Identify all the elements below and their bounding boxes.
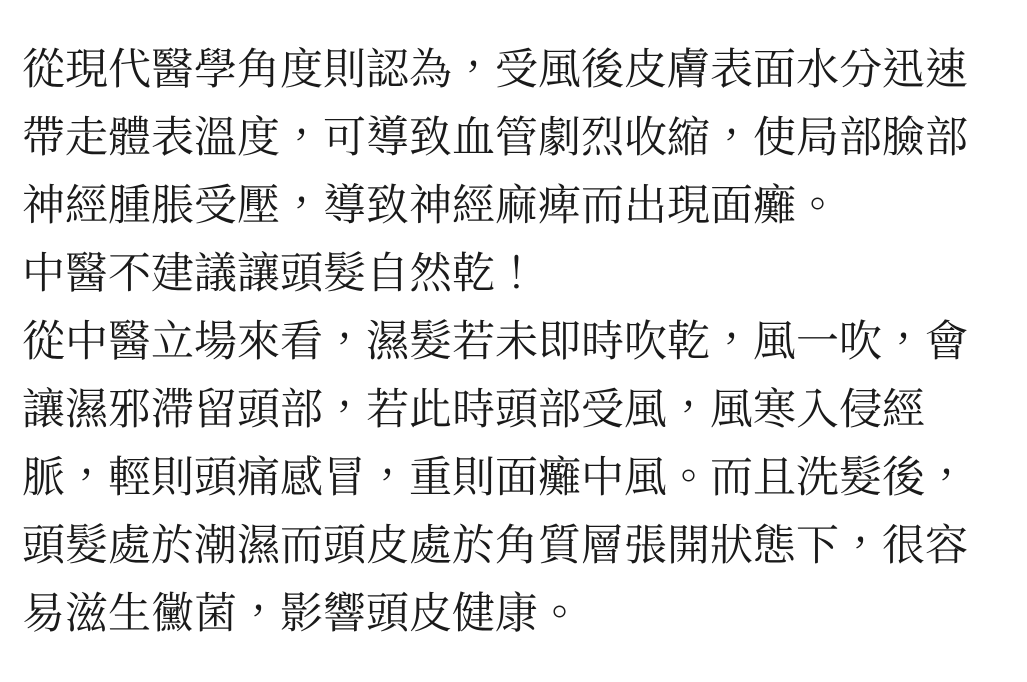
article-body [22,36,1005,648]
paragraph-2: 中醫不建議讓頭髮自然乾！ [22,249,538,299]
paragraph-3: 從中醫立場來看，濕髮若未即時吹乾，風一吹，會讓濕邪滯留頭部，若此時頭部受風，風寒入侵經脈，輕則頭痛感冒，重則面癱中風。而且洗髮後，頭髮處於潮濕而頭皮處於角質層張開狀態下，很容易滋生黴菌，影響頭皮健康。 [22,317,968,639]
paragraph-1: 從現代醫學角度則認為，受風後皮膚表面水分迅速帶走體表溫度，可導致血管劇烈收縮，使局部臉部神經腫脹受壓，導致神經麻痺而出現面癱。 [22,45,968,231]
